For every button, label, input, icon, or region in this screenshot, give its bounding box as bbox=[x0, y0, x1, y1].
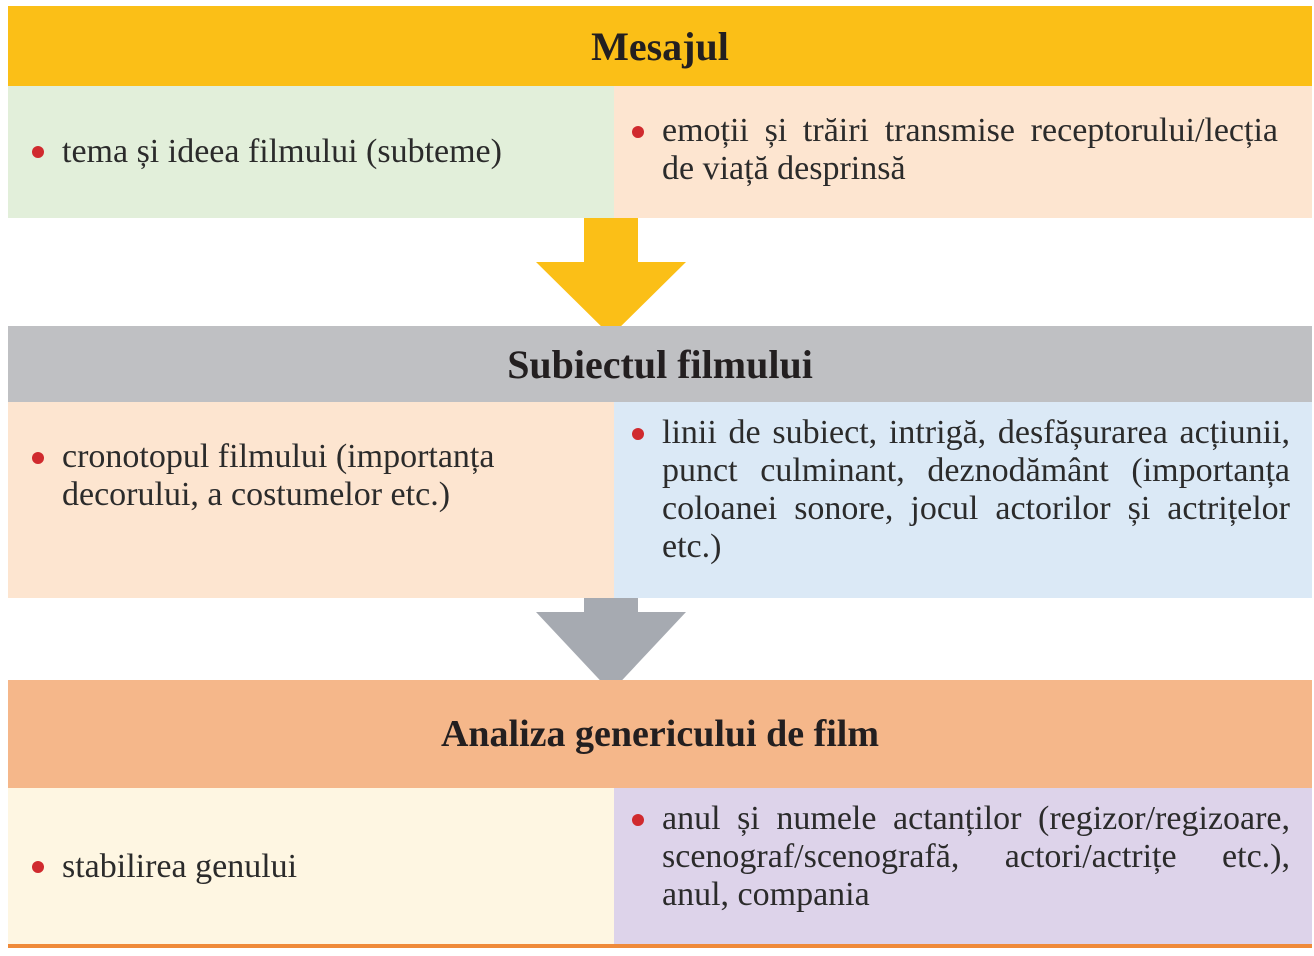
bullet-icon bbox=[32, 861, 44, 873]
bullet-icon bbox=[32, 452, 44, 464]
cell-text: emoții și trăiri transmise receptorului/lecția de viață desprinsă bbox=[662, 112, 1278, 188]
cell-text: tema și ideea filmului (subteme) bbox=[62, 132, 502, 170]
bullet-icon bbox=[632, 126, 644, 138]
section-title-subiectul: Subiectul filmului bbox=[8, 326, 1312, 402]
section-title-analiza: Analiza genericului de film bbox=[8, 680, 1312, 788]
bottom-rule bbox=[8, 944, 1312, 948]
cell-text: anul și numele actanților (regizor/regizoare, scenograf/scenografă, actori/actrițe etc.), anul, compania bbox=[662, 800, 1290, 914]
cell-text: cronotopul filmului (importanța decorului, a costumelor etc.) bbox=[62, 438, 495, 514]
cell-genul bbox=[8, 788, 614, 946]
cell-cronotopul bbox=[8, 402, 614, 598]
cell-actanti bbox=[614, 788, 1312, 946]
cell-tema bbox=[8, 86, 614, 218]
bullet-icon bbox=[32, 146, 44, 158]
cell-linii-subiect bbox=[614, 402, 1312, 598]
section-title-mesajul: Mesajul bbox=[8, 6, 1312, 86]
cell-text: linii de subiect, intrigă, desfășurarea acțiunii, punct culminant, deznodământ (importanța coloanei sonore, jocul actorilor și actrițelor etc.) bbox=[662, 414, 1290, 566]
bullet-icon bbox=[632, 814, 644, 826]
bullet-icon bbox=[632, 428, 644, 440]
cell-text: stabilirea genului bbox=[62, 847, 298, 885]
cell-emotii bbox=[614, 86, 1312, 218]
